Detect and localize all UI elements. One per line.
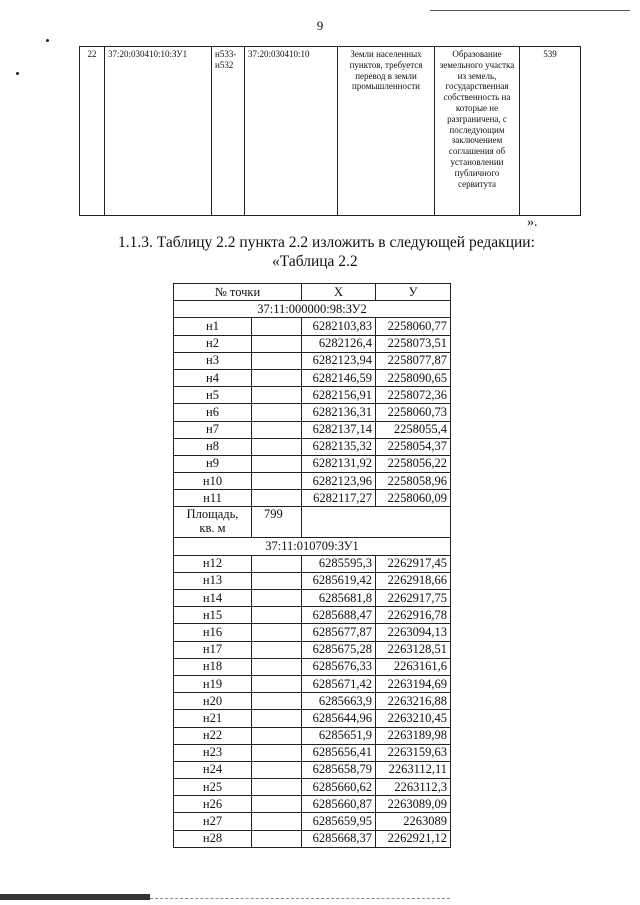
empty-cell <box>252 490 302 507</box>
table-row <box>174 438 451 455</box>
table-row <box>174 744 451 761</box>
x-cell: 6285659,95 <box>302 813 376 830</box>
table-row <box>174 572 451 589</box>
point-cell: н9 <box>174 455 252 472</box>
table-row <box>174 335 451 352</box>
point-cell: н2 <box>174 335 252 352</box>
table-row <box>174 693 451 710</box>
coordinates-table <box>173 283 451 848</box>
source-cadastral-number: 37:20:030410:10 <box>245 47 338 216</box>
x-cell: 6282103,83 <box>302 318 376 335</box>
empty-cell <box>252 658 302 675</box>
x-cell: 6282131,92 <box>302 455 376 472</box>
empty-cell <box>252 455 302 472</box>
point-cell: н11 <box>174 490 252 507</box>
closing-quote: ». <box>527 215 538 230</box>
empty-cell <box>252 813 302 830</box>
table-row <box>174 796 451 813</box>
x-cell: 6282146,59 <box>302 369 376 386</box>
section-title: 37:11:000000:98:ЗУ2 <box>174 301 451 318</box>
table-title: «Таблица 2.2 <box>272 253 358 270</box>
empty-cell <box>252 369 302 386</box>
point-cell: н10 <box>174 473 252 490</box>
row-number: 22 <box>80 47 105 216</box>
header-x: X <box>302 284 376 301</box>
y-cell: 2258060,77 <box>376 318 451 335</box>
table-row <box>174 830 451 847</box>
y-cell: 2262917,45 <box>376 555 451 572</box>
table-row <box>174 352 451 369</box>
area-label-line1: Площадь, <box>186 507 239 522</box>
empty-cell <box>252 675 302 692</box>
empty-cell <box>252 555 302 572</box>
point-cell: н19 <box>174 675 252 692</box>
y-cell: 2258072,36 <box>376 387 451 404</box>
section-title: 37:11:010709:ЗУ1 <box>174 538 451 555</box>
empty-cell <box>252 727 302 744</box>
x-cell: 6282126,4 <box>302 335 376 352</box>
y-cell: 2263128,51 <box>376 641 451 658</box>
y-cell: 2263216,88 <box>376 693 451 710</box>
header-point: № точки <box>174 284 302 301</box>
point-cell: н12 <box>174 555 252 572</box>
section-title-row <box>174 538 451 555</box>
y-cell: 2263089 <box>376 813 451 830</box>
y-cell: 2263189,98 <box>376 727 451 744</box>
points-range: н533-н532 <box>212 47 245 216</box>
point-cell: н3 <box>174 352 252 369</box>
table-row <box>174 761 451 778</box>
x-cell: 6282123,94 <box>302 352 376 369</box>
x-cell: 6282117,27 <box>302 490 376 507</box>
empty-cell <box>252 641 302 658</box>
x-cell: 6285656,41 <box>302 744 376 761</box>
table-row <box>174 404 451 421</box>
table-row <box>174 607 451 624</box>
scan-bottom-mark <box>0 894 150 900</box>
formation-basis: Образование земельного участка из земель, государственная собственность на которые не разграничена, с последующим заключением соглашения об установлении публичного сервитута <box>435 47 520 216</box>
point-cell: н28 <box>174 830 252 847</box>
area-label <box>174 507 252 538</box>
point-cell: н7 <box>174 421 252 438</box>
scan-top-rule <box>430 10 630 11</box>
x-cell: 6285676,33 <box>302 658 376 675</box>
y-cell: 2263112,11 <box>376 761 451 778</box>
scan-speck <box>16 72 19 75</box>
point-cell: н22 <box>174 727 252 744</box>
x-cell: 6282156,91 <box>302 387 376 404</box>
y-cell: 2263159,63 <box>376 744 451 761</box>
empty-cell <box>252 744 302 761</box>
x-cell: 6285668,37 <box>302 830 376 847</box>
y-cell: 2258073,51 <box>376 335 451 352</box>
point-cell: н6 <box>174 404 252 421</box>
point-cell: н27 <box>174 813 252 830</box>
x-cell: 6285675,28 <box>302 641 376 658</box>
empty-cell <box>252 335 302 352</box>
table-row <box>174 658 451 675</box>
table-row <box>174 455 451 472</box>
x-cell: 6285595,3 <box>302 555 376 572</box>
y-cell: 2258060,09 <box>376 490 451 507</box>
table-row <box>174 675 451 692</box>
y-cell: 2263089,09 <box>376 796 451 813</box>
y-cell: 2258056,22 <box>376 455 451 472</box>
point-cell: н18 <box>174 658 252 675</box>
x-cell: 6282135,32 <box>302 438 376 455</box>
table-row <box>174 490 451 507</box>
area-row <box>174 507 451 538</box>
empty-cell <box>252 693 302 710</box>
y-cell: 2258054,37 <box>376 438 451 455</box>
x-cell: 6285660,87 <box>302 796 376 813</box>
point-cell: н13 <box>174 572 252 589</box>
page-number: 9 <box>316 18 324 33</box>
y-cell: 2263210,45 <box>376 710 451 727</box>
area-empty <box>302 507 451 538</box>
empty-cell <box>252 624 302 641</box>
y-cell: 2258058,96 <box>376 473 451 490</box>
table-row <box>174 555 451 572</box>
table-row <box>174 641 451 658</box>
empty-cell <box>252 572 302 589</box>
y-cell: 2258060,73 <box>376 404 451 421</box>
table-row <box>80 47 581 216</box>
y-cell: 2258090,65 <box>376 369 451 386</box>
table-row <box>174 779 451 796</box>
area-value: 799 <box>252 507 302 538</box>
y-cell: 2258055,4 <box>376 421 451 438</box>
y-cell: 2258077,87 <box>376 352 451 369</box>
y-cell: 2262917,75 <box>376 590 451 607</box>
table-header-row <box>174 284 451 301</box>
point-cell: н25 <box>174 779 252 796</box>
table-row <box>174 421 451 438</box>
y-cell: 2263194,69 <box>376 675 451 692</box>
point-cell: н4 <box>174 369 252 386</box>
table-row <box>174 710 451 727</box>
point-cell: н5 <box>174 387 252 404</box>
point-cell: н20 <box>174 693 252 710</box>
instruction-text: 1.1.3. Таблицу 2.2 пункта 2.2 изложить в следующей редакции: <box>118 234 535 251</box>
point-cell: н23 <box>174 744 252 761</box>
land-plot-table <box>79 46 581 216</box>
y-cell: 2262918,66 <box>376 572 451 589</box>
empty-cell <box>252 779 302 796</box>
table-row <box>174 727 451 744</box>
point-cell: н8 <box>174 438 252 455</box>
x-cell: 6285681,8 <box>302 590 376 607</box>
y-cell: 2262921,12 <box>376 830 451 847</box>
x-cell: 6285619,42 <box>302 572 376 589</box>
table-row <box>174 624 451 641</box>
scan-bottom-dash <box>150 898 450 900</box>
table-row <box>174 813 451 830</box>
empty-cell <box>252 438 302 455</box>
empty-cell <box>252 590 302 607</box>
x-cell: 6285644,96 <box>302 710 376 727</box>
point-cell: н15 <box>174 607 252 624</box>
point-cell: н1 <box>174 318 252 335</box>
x-cell: 6285663,9 <box>302 693 376 710</box>
empty-cell <box>252 421 302 438</box>
empty-cell <box>252 830 302 847</box>
table-row <box>174 387 451 404</box>
y-cell: 2263161,6 <box>376 658 451 675</box>
scan-speck <box>46 39 49 42</box>
table-row <box>174 590 451 607</box>
empty-cell <box>252 404 302 421</box>
x-cell: 6285658,79 <box>302 761 376 778</box>
empty-cell <box>252 607 302 624</box>
empty-cell <box>252 710 302 727</box>
y-cell: 2262916,78 <box>376 607 451 624</box>
empty-cell <box>252 352 302 369</box>
section-title-row <box>174 301 451 318</box>
x-cell: 6285677,87 <box>302 624 376 641</box>
y-cell: 2263094,13 <box>376 624 451 641</box>
y-cell: 2263112,3 <box>376 779 451 796</box>
x-cell: 6285651,9 <box>302 727 376 744</box>
point-cell: н16 <box>174 624 252 641</box>
empty-cell <box>252 761 302 778</box>
table-row <box>174 473 451 490</box>
table-row <box>174 369 451 386</box>
x-cell: 6282123,96 <box>302 473 376 490</box>
x-cell: 6282136,31 <box>302 404 376 421</box>
area-label-line2: кв. м <box>199 521 226 536</box>
land-category: Земли населенных пунктов, требуется перевод в земли промышленности <box>338 47 435 216</box>
empty-cell <box>252 796 302 813</box>
point-cell: н14 <box>174 590 252 607</box>
table-row <box>174 318 451 335</box>
plot-area: 539 <box>520 47 581 216</box>
empty-cell <box>252 473 302 490</box>
empty-cell <box>252 318 302 335</box>
point-cell: н26 <box>174 796 252 813</box>
point-cell: н17 <box>174 641 252 658</box>
x-cell: 6285688,47 <box>302 607 376 624</box>
cadastral-number: 37:20:030410:10:ЗУ1 <box>105 47 212 216</box>
x-cell: 6285671,42 <box>302 675 376 692</box>
header-y: У <box>376 284 451 301</box>
x-cell: 6282137,14 <box>302 421 376 438</box>
x-cell: 6285660,62 <box>302 779 376 796</box>
point-cell: н24 <box>174 761 252 778</box>
empty-cell <box>252 387 302 404</box>
point-cell: н21 <box>174 710 252 727</box>
